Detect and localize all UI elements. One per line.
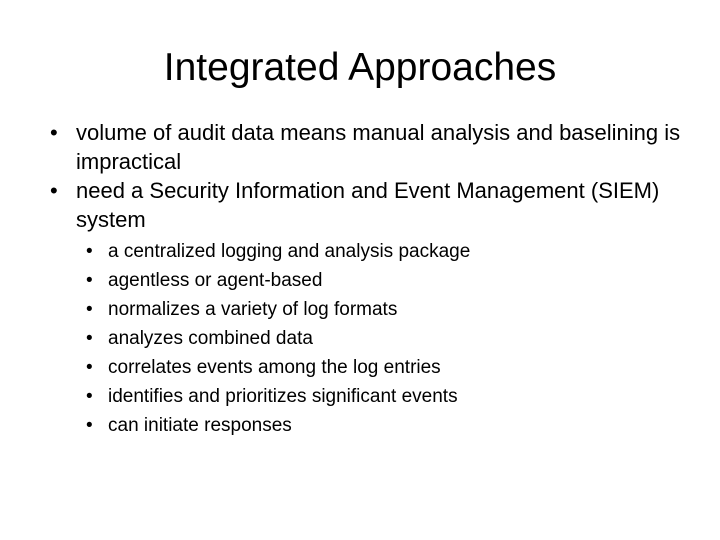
bullet-marker: •: [50, 120, 58, 145]
sub-bullet-item: [48, 237, 708, 266]
sub-bullet-marker: •: [86, 241, 93, 262]
sub-bullet-item: [48, 382, 708, 411]
bullet-item: [48, 118, 708, 176]
sub-bullet-text: analyzes combined data: [108, 328, 313, 349]
sub-bullet-marker: •: [86, 415, 93, 436]
sub-bullet-list: [48, 237, 708, 440]
sub-bullet-item: [48, 324, 708, 353]
sub-bullet-item: [48, 266, 708, 295]
sub-bullet-item: [48, 353, 708, 382]
bullet-text: need a Security Information and Event Management (SIEM) system: [76, 178, 660, 232]
sub-bullet-text: normalizes a variety of log formats: [108, 299, 398, 320]
bullet-text: volume of audit data means manual analysis and baselining is impractical: [76, 120, 681, 174]
sub-bullet-text: correlates events among the log entries: [108, 357, 441, 378]
sub-bullet-text: identifies and prioritizes significant events: [108, 386, 458, 407]
sub-bullet-text: can initiate responses: [108, 415, 292, 436]
sub-bullet-text: a centralized logging and analysis package: [108, 241, 471, 262]
sub-bullet-marker: •: [86, 386, 93, 407]
bullet-item: [48, 176, 708, 234]
sub-bullet-marker: •: [86, 270, 93, 291]
slide-body: [48, 118, 708, 440]
sub-bullet-marker: •: [86, 357, 93, 378]
sub-bullet-marker: •: [86, 328, 93, 349]
sub-bullet-marker: •: [86, 299, 93, 320]
sub-bullet-item: [48, 295, 708, 324]
bullet-marker: •: [50, 178, 58, 203]
sub-bullet-text: agentless or agent-based: [108, 270, 323, 291]
sub-bullet-item: [48, 411, 708, 440]
slide-title: Integrated Approaches: [163, 46, 557, 89]
